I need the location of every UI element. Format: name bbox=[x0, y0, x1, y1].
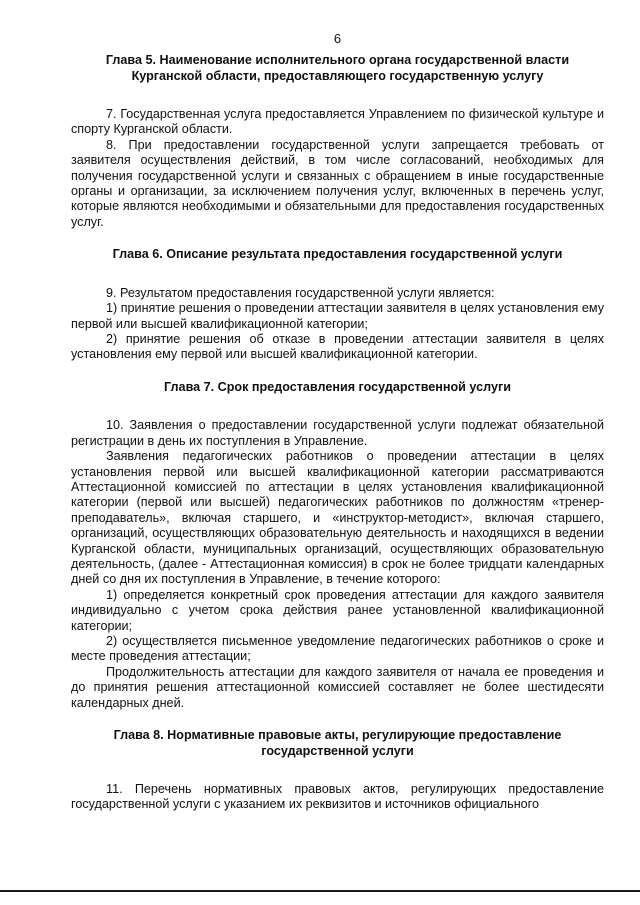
paragraph: 2) принятие решения об отказе в проведении аттестации заявителя в целях установления ему первой или высшей квалификационной категории. bbox=[71, 331, 604, 362]
paragraph: 10. Заявления о предоставлении государственной услуги подлежат обязательной регистрации в день их поступления в Управление. bbox=[71, 418, 604, 448]
chapter-6 bbox=[71, 247, 604, 363]
paragraph: 9. Результатом предоставления государственной услуги является: bbox=[106, 285, 495, 300]
paragraph: 7. Государственная услуга предоставляется Управлением по физической культуре и спорту Курганской области. bbox=[71, 107, 604, 137]
chapter-title bbox=[71, 380, 604, 396]
chapter-title-line: Глава 6. Описание результата предоставления государственной услуги bbox=[112, 247, 563, 262]
paragraph: Продолжительность аттестации для каждого заявителя от начала ее проведения и до принятия решения аттестационной комиссией составляет не более шестидесяти календарных дней. bbox=[71, 664, 604, 710]
paragraph: Заявления педагогических работников о проведении аттестации в целях установления первой или высшей квалификационной категории рассматриваются Аттестационной комиссией по аттестации в целях установления квалификационной категории (первой или высшей) педагогических работников по должностям «тренер-преподаватель», включая старшего, и «инструктор-методист», включая старшего, организаций, осуществляющих образовательную деятельность и находящихся в ведении Курганской области, муниципальных организаций, осуществляющих образовательную деятельность, (далее - Аттестационная комиссия) в срок не более тридцати календарных дней со дня их поступления в Управление, в течение которого: bbox=[71, 449, 604, 587]
chapter-title-line: государственной услуги bbox=[261, 743, 414, 758]
bottom-border bbox=[0, 890, 640, 892]
paragraph: 2) осуществляется письменное уведомление педагогических работников о сроке и месте проведения аттестации; bbox=[71, 633, 604, 664]
chapter-title bbox=[71, 53, 604, 84]
chapter-title-line: Глава 8. Нормативные правовые акты, регулирующие предоставление bbox=[113, 728, 562, 742]
chapter-title-line: Глава 5. Наименование исполнительного органа государственной власти bbox=[105, 53, 570, 67]
paragraph: 8. При предоставлении государственной услуги запрещается требовать от заявителя осуществления действий, в том числе согласований, необходимых для получения государственной услуги и связанных с обращением в иные государственные органы и организации, за исключением получения услуг, включенных в перечень услуг, которые являются необходимыми и обязательными для предоставления государственных услуг. bbox=[71, 137, 604, 229]
paragraph: 11. Перечень нормативных правовых актов, регулирующих предоставление государственной услуги с указанием их реквизитов и источников официального bbox=[71, 782, 604, 812]
chapter-7 bbox=[71, 380, 604, 711]
chapter-8 bbox=[71, 728, 604, 813]
chapter-5 bbox=[71, 53, 604, 230]
chapter-title-line: Курганской области, предоставляющего государственную услугу bbox=[131, 68, 544, 83]
chapter-title-line: Глава 7. Срок предоставления государственной услуги bbox=[164, 379, 511, 394]
chapter-title bbox=[71, 728, 604, 759]
paragraph: 1) определяется конкретный срок проведения аттестации для каждого заявителя индивидуально с учетом срока действия ранее установленной квалификационной категории; bbox=[71, 587, 604, 633]
chapter-title bbox=[71, 247, 604, 263]
paragraph: 1) принятие решения о проведении аттестации заявителя в целях установления ему первой или высшей квалификационной категории; bbox=[71, 301, 604, 331]
page-number: 6 bbox=[333, 31, 342, 46]
